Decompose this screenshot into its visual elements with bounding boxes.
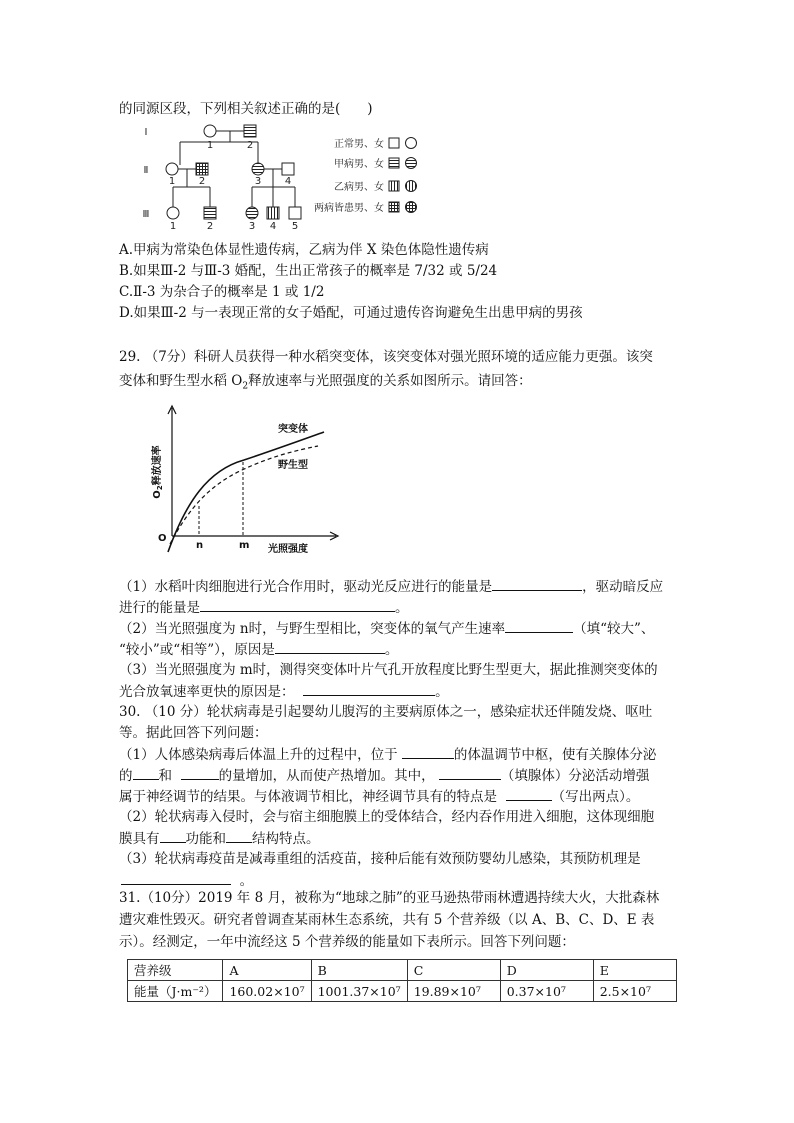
table-header-cell: 营养级 bbox=[128, 960, 223, 981]
x-axis-label: 光照强度 bbox=[268, 544, 308, 555]
answer-blank[interactable] bbox=[121, 870, 231, 885]
legend-disease-a-label: 甲病男、女 bbox=[334, 159, 384, 170]
pedigree-iii1-female bbox=[167, 207, 179, 219]
pedigree-ii3-female-disease-a bbox=[252, 163, 264, 175]
legend-disease-a-male bbox=[389, 158, 399, 168]
table-header-row bbox=[128, 960, 677, 981]
question-30 bbox=[119, 702, 679, 891]
origin-label: O bbox=[158, 533, 167, 544]
answer-options bbox=[119, 240, 679, 324]
pedigree-number: 3 bbox=[248, 221, 256, 232]
pedigree-iii2-male-disease-a bbox=[204, 207, 216, 219]
table-row-label: 能量（J·m⁻²） bbox=[128, 981, 223, 1002]
q29-sub2-line-2: “较小”或“相等”），原因是 。 bbox=[119, 639, 679, 660]
energy-table bbox=[127, 959, 677, 1002]
question-intro-line: 的同源区段，下列相关叙述正确的是( ) bbox=[119, 101, 373, 117]
wild-type-curve-label: 野生型 bbox=[278, 460, 308, 471]
pedigree-iii3-female-disease-a bbox=[246, 207, 258, 219]
table-cell: 0.37×10⁷ bbox=[500, 981, 593, 1002]
table-cell: 2.5×10⁷ bbox=[593, 981, 676, 1002]
q29-sub2-line-1: （2）当光照强度为 n时，与野生型相比，突变体的氧气产生速率 （填“较大”、 bbox=[119, 618, 679, 639]
generation-label-3: Ⅲ bbox=[142, 209, 150, 220]
q29-stem-line-1: 29. （7分）科研人员获得一种水稻突变体，该突变体对强光照环境的适应能力更强。该突 bbox=[119, 349, 653, 365]
pedigree-number: 2 bbox=[206, 221, 214, 232]
oxygen-release-graph bbox=[146, 402, 346, 558]
answer-blank[interactable] bbox=[160, 828, 186, 843]
q30-sub1-line-2: 的 和 的量增加，从而使产热增加。其中， （填腺体）分泌活动增强 bbox=[119, 765, 679, 786]
pedigree-ii4-male bbox=[282, 163, 294, 175]
y-axis-label: $O_2$释放速率 bbox=[152, 445, 164, 499]
legend-normal-label: 正常男、女 bbox=[334, 139, 384, 150]
option-d: D.如果Ⅲ-2 与一表现正常的女子婚配，可通过遗传咨询避免生出患甲病的男孩 bbox=[119, 305, 583, 321]
q31-stem-line-2: 遭灾难性毁灭。研究者曾调查某雨林生态系统，共有 5 个营养级（以 A、B、C、D、E 表 bbox=[119, 912, 655, 928]
q30-sub3-line-1: （3）轮状病毒疫苗是减毒重组的活疫苗，接种后能有效预防婴幼儿感染，其预防机理是 bbox=[119, 851, 641, 867]
q30-sub2-line-2: 膜具有 功能和 结构特点。 bbox=[119, 828, 679, 849]
answer-blank[interactable] bbox=[492, 576, 582, 591]
q30-stem-line-2: 等。据此回答下列问题： bbox=[119, 725, 268, 741]
question-29-subquestions bbox=[119, 576, 679, 702]
table-header-cell: B bbox=[311, 960, 407, 981]
pedigree-i1-female bbox=[204, 125, 216, 137]
answer-blank[interactable] bbox=[200, 597, 395, 612]
table-header-cell: C bbox=[407, 960, 500, 981]
answer-blank[interactable] bbox=[133, 765, 159, 780]
pedigree-number: 1 bbox=[169, 221, 177, 232]
q29-sub3-line-2: 光合放氧速率更快的原因是： 。 bbox=[119, 681, 679, 702]
table-row bbox=[128, 981, 677, 1002]
legend-disease-b-male bbox=[389, 181, 399, 191]
q30-stem-line-1: 30. （10 分）轮状病毒是引起婴幼儿腹泻的主要病原体之一，感染症状还伴随发烧、呕吐 bbox=[119, 704, 653, 720]
pedigree-i2-male-disease-a bbox=[244, 125, 256, 137]
legend-disease-a-female bbox=[406, 158, 417, 169]
option-b: B.如果Ⅲ-2 与Ⅲ-3 婚配，生出正常孩子的概率是 7/32 或 5/24 bbox=[119, 263, 498, 279]
table-cell: 160.02×10⁷ bbox=[223, 981, 311, 1002]
legend-disease-b-female bbox=[406, 181, 417, 192]
question-31 bbox=[119, 887, 679, 953]
q30-sub1-line-1: （1）人体感染病毒后体温上升的过程中，位于 的体温调节中枢，使有关腺体分泌 bbox=[119, 744, 679, 765]
q31-stem-line-3: 示）。经测定，一年中流经这 5 个营养级的能量如下表所示。回答下列问题： bbox=[119, 934, 575, 950]
legend-normal-female bbox=[406, 138, 417, 149]
table-cell: 19.89×10⁷ bbox=[407, 981, 500, 1002]
generation-label-1: Ⅰ bbox=[144, 127, 148, 138]
pedigree-ii2-male-both-diseases bbox=[196, 163, 208, 175]
answer-blank[interactable] bbox=[439, 765, 501, 780]
pedigree-diagram bbox=[138, 120, 428, 232]
answer-blank[interactable] bbox=[226, 828, 252, 843]
q29-stem-line-2: 变体和野生型水稻 $O_2$释放速率与光照强度的关系如图所示。请回答： bbox=[119, 373, 532, 392]
legend-both-label: 两病皆患男、女 bbox=[314, 203, 384, 214]
answer-blank[interactable] bbox=[506, 786, 552, 801]
tick-label-m: m bbox=[239, 540, 250, 551]
pedigree-number: 4 bbox=[284, 176, 292, 187]
legend-disease-b-label: 乙病男、女 bbox=[334, 182, 384, 193]
table-header-cell: E bbox=[593, 960, 676, 981]
mutant-curve bbox=[168, 432, 324, 552]
generation-label-2: Ⅱ bbox=[143, 165, 149, 176]
pedigree-number: 4 bbox=[269, 221, 277, 232]
pedigree-number: 1 bbox=[206, 140, 214, 151]
q31-stem-line-1: 31.（10分）2019 年 8 月，被称为“地球之肺”的亚马逊热带雨林遭遇持续大火，大批森林 bbox=[119, 890, 660, 906]
option-c: C.Ⅱ-3 为杂合子的概率是 1 或 1/2 bbox=[119, 284, 325, 300]
table-cell: 1001.37×10⁷ bbox=[311, 981, 407, 1002]
mutant-curve-label: 突变体 bbox=[278, 424, 308, 435]
pedigree-iii4-male-disease-b bbox=[267, 207, 279, 219]
table-header-cell: A bbox=[223, 960, 311, 981]
question-29-stem bbox=[119, 345, 679, 393]
pedigree-number: 3 bbox=[254, 176, 262, 187]
q30-sub3-line-2: 。 bbox=[119, 870, 679, 891]
q29-sub3-line-1: （3）当光照强度为 m时，测得突变体叶片气孔开放程度比野生型更大，据此推测突变体的 bbox=[119, 662, 658, 678]
pedigree-number: 2 bbox=[198, 176, 206, 187]
pedigree-number: 1 bbox=[168, 176, 176, 187]
pedigree-iii5-male bbox=[289, 207, 301, 219]
answer-blank[interactable] bbox=[275, 639, 385, 654]
answer-blank[interactable] bbox=[402, 744, 454, 759]
answer-blank[interactable] bbox=[505, 618, 573, 633]
q29-sub1-line-2: 进行的能量是 。 bbox=[119, 597, 679, 618]
option-a: A.甲病为常染色体显性遗传病，乙病为伴 X 染色体隐性遗传病 bbox=[119, 242, 489, 258]
tick-label-n: n bbox=[196, 540, 204, 551]
pedigree-number: 2 bbox=[246, 140, 254, 151]
pedigree-ii1-female bbox=[166, 163, 178, 175]
q30-sub1-line-3: 属于神经调节的结果。与体液调节相比，神经调节具有的特点是 （写出两点）。 bbox=[119, 786, 679, 807]
q30-sub2-line-1: （2）轮状病毒入侵时，会与宿主细胞膜上的受体结合，经内吞作用进入细胞，这体现细胞 bbox=[119, 809, 655, 825]
legend-both-male bbox=[389, 202, 399, 212]
legend-both-female bbox=[406, 202, 417, 213]
table-header-cell: D bbox=[500, 960, 593, 981]
legend-normal-male bbox=[389, 138, 399, 148]
answer-blank[interactable] bbox=[303, 681, 435, 696]
q29-sub1-line-1: （1）水稻叶肉细胞进行光合作用时，驱动光反应进行的能量是 ，驱动暗反应 bbox=[119, 576, 679, 597]
pedigree-number: 5 bbox=[291, 221, 299, 232]
answer-blank[interactable] bbox=[181, 765, 219, 780]
